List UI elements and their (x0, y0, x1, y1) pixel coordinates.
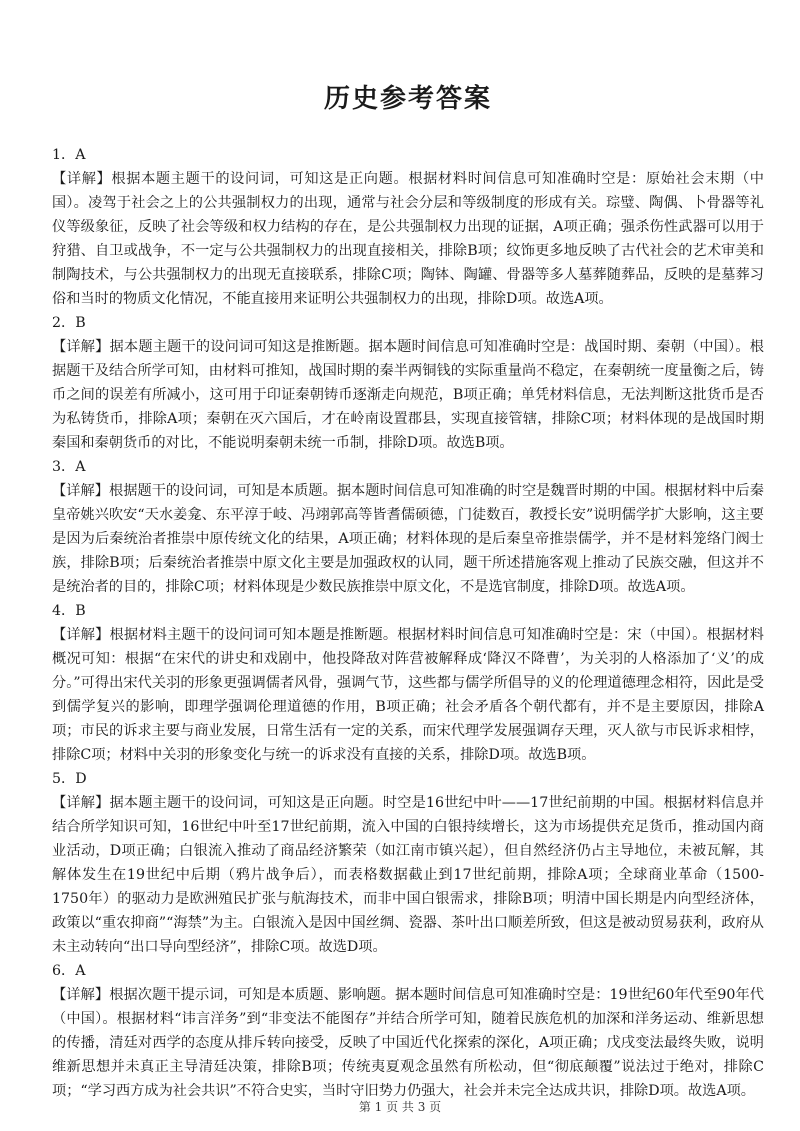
answer-explanation: 根据本题主题干的设问词，可知这是正向题。根据材料时间信息可知准确时空是：原始社会末期（中国）。凌驾于社会之上的公共强制权力的出现，通常与社会分层和等级制度的形成有关。琮璧、陶偶、卜骨器等礼仪等级象征，反映了社会等级和权力结构的存在，是公共强制权力出现的证据，A项正确；强杀伤性武器可以用于狩猎、自卫或战争，不一定与公共强制权力的出现直接相关，排除B项；纹饰更多地反映了古代社会的艺术审美和制陶技术，与公共强制权力的出现无直接联系，排除C项；陶钵、陶罐、骨器等多人墓葬随葬品，反映的是墓葬习俗和当时的物质文化情况，不能直接用来证明公共强制权力的出现，排除D项。故选A项。 (52, 171, 764, 307)
answer-detail (52, 479, 764, 599)
detail-tag: 【详解】 (52, 171, 112, 187)
document-title: 历史参考答案 (323, 84, 492, 114)
detail-tag: 【详解】 (52, 627, 110, 643)
answer-number: 5．D (52, 771, 87, 787)
answer-number: 6．A (52, 963, 86, 979)
answer-item-1 (52, 143, 764, 311)
answer-list (52, 143, 764, 1103)
answer-number: 2．B (52, 315, 86, 331)
answer-item-5 (52, 767, 764, 959)
answer-item-3 (52, 455, 764, 599)
answer-number: 3．A (52, 459, 86, 475)
detail-tag: 【详解】 (52, 483, 109, 499)
answer-number: 1．A (52, 147, 86, 163)
answer-detail (52, 335, 764, 455)
answer-detail (52, 791, 764, 959)
answer-detail (52, 623, 764, 767)
answer-number: 4．B (52, 603, 86, 619)
answer-detail (52, 983, 764, 1103)
answer-explanation: 据本题主题干的设问词可知这是推断题。据本题时间信息可知准确时空是：战国时期、秦朝（中国）。根据题干及结合所学可知，由材料可推知，战国时期的秦半两铜钱的实际重量尚不稳定，在秦朝统一度量衡之后，铸币之间的误差有所减小，这可用于印证秦朝铸币逐渐走向规范，B项正确；单凭材料信息，无法判断这批货币是否为私铸货币，排除A项；秦朝在灭六国后，才在岭南设置郡县，实现直接管辖，排除C项；材料体现的是战国时期秦国和秦朝货币的对比，不能说明秦朝未统一币制，排除D项。故选B项。 (52, 339, 764, 451)
answer-explanation: 根据材料主题干的设问词可知本题是推断题。根据材料时间信息可知准确时空是：宋（中国）。根据材料概况可知：根据“在宋代的讲史和戏剧中，他投降敌对阵营被解释成‘降汉不降曹’，为关羽的人格添加了‘义’的成分。”可得出宋代关羽的形象更强调儒者风骨，强调气节，这些都与儒学所倡导的义的伦理道德理念相符，因此是受到儒学复兴的影响，即理学强调伦理道德的作用，B项正确；社会矛盾各个朝代都有，并不是主要原因，排除A项；市民的诉求主要与商业发展，日常生活有一定的关系，而宋代理学发展强调存天理，灭人欲与市民诉求相悖，排除C项；材料中关羽的形象变化与统一的诉求没有直接的关系，排除D项。故选B项。 (52, 627, 764, 763)
page-footer: 第 1 页 共 3 页 (358, 1100, 442, 1114)
answer-item-4 (52, 599, 764, 767)
detail-tag: 【详解】 (52, 795, 110, 811)
answer-detail (52, 167, 764, 311)
detail-tag: 【详解】 (52, 339, 110, 355)
answer-explanation: 根据题干的设问词，可知是本质题。据本题时间信息可知准确的时空是魏晋时期的中国。根据材料中后秦皇帝姚兴吹安“天水姜龛、东平淳于岐、冯翊郭高等皆耆儒硕德，门徒数百，教授长安”说明儒学扩大影响，这主要是因为后秦统治者推崇中原传统文化的结果，A项正确；材料体现的是后秦皇帝推崇儒学，并不是材料笼络门阀士族，排除B项；后秦统治者推崇中原文化主要是加强政权的认同，题干所述措施客观上推动了民族交融，但这并不是统治者的目的，排除C项；材料体现是少数民族推崇中原文化，不是选官制度，排除D项。故选A项。 (52, 483, 764, 595)
detail-tag: 【详解】 (52, 987, 110, 1003)
answer-item-6 (52, 959, 764, 1103)
answer-explanation: 据本题主题干的设问词，可知这是正向题。时空是16世纪中叶——17世纪前期的中国。根据材料信息并结合所学知识可知，16世纪中叶至17世纪前期，流入中国的白银持续增长，这为市场提供充足货币，推动国内商业活动，D项正确；白银流入推动了商品经济繁荣（如江南市镇兴起），但自然经济仍占主导地位，未被瓦解，其解体发生在19世纪中后期（鸦片战争后），而表格数据截止到17世纪前期，排除A项；全球商业革命（1500-1750年）的驱动力是欧洲殖民扩张与航海技术，而非中国白银需求，排除B项；明清中国长期是内向型经济体，政策以“重农抑商”“海禁”为主。白银流入是因中国丝绸、瓷器、茶叶出口顺差所致，但这是被动贸易获利，政府从未主动转向“出口导向型经济”，排除C项。故选D项。 (52, 795, 764, 955)
answer-item-2 (52, 311, 764, 455)
answer-explanation: 根据次题干提示词，可知是本质题、影响题。据本题时间信息可知准确时空是：19世纪60年代至90年代（中国）。根据材料“讳言洋务”到“非变法不能图存”并结合所学可知，随着民族危机的加深和洋务运动、维新思想的传播，清廷对西学的态度从排斥转向接受，反映了中国近代化探索的深化，A项正确；戊戌变法最终失败，说明维新思想并未真正主导清廷决策，排除B项；传统夷夏观念虽然有所松动，但“彻底颠覆”说法过于绝对，排除C项；“学习西方成为社会共识”不符合史实，当时守旧势力仍强大，社会并未完全达成共识，排除D项。故选A项。 (52, 987, 764, 1099)
